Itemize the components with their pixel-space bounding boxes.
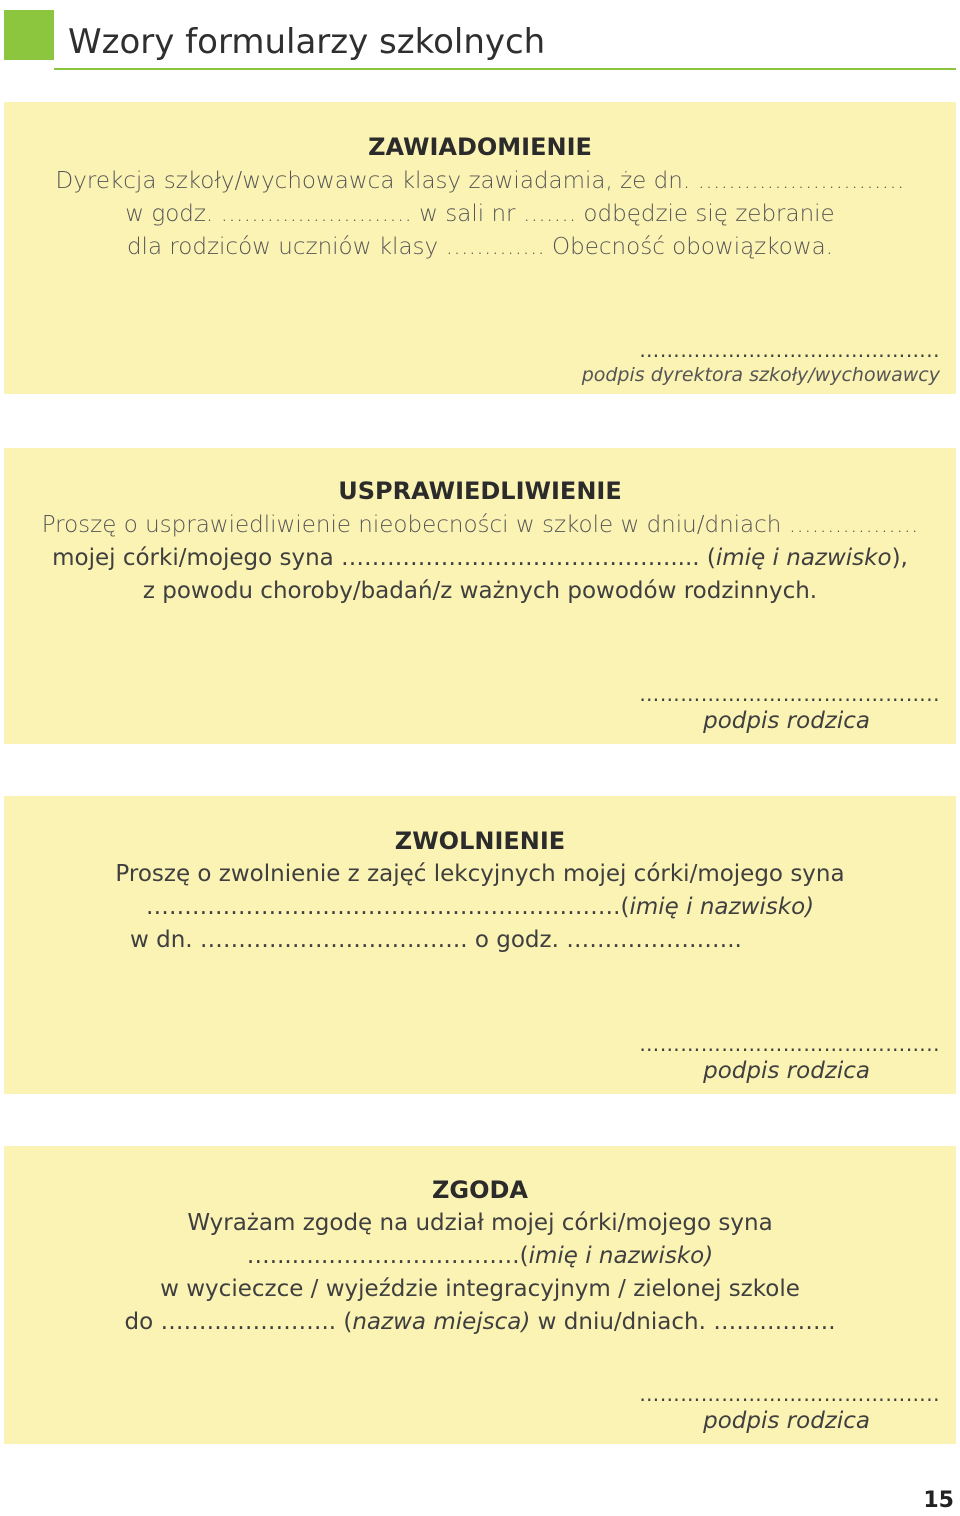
zgoda-line-4 (4, 1307, 956, 1337)
usprawiedliwienie-line-3: z powodu choroby/badań/z ważnych powodów rodzinnych. (142, 578, 818, 604)
zgoda-signature-label: podpis rodzica (703, 1408, 870, 1434)
zwolnienie-line-2-pre: …………………….……………………………….( (145, 894, 630, 920)
page-number: 15 (923, 1488, 954, 1513)
form-zgoda (4, 1146, 956, 1444)
zgoda-line-1: Wyrażam zgodę na udział mojej córki/mojego syna (187, 1210, 773, 1236)
zgoda-line-4-pre: do ………………….. ( (124, 1309, 353, 1335)
usprawiedliwienie-signature-label: podpis rodzica (703, 708, 870, 734)
usprawiedliwienie-line-2-italic: imię i nazwisko (715, 545, 892, 571)
header-accent-square (4, 10, 54, 60)
zgoda-line-2-italic: imię i nazwisko) (528, 1243, 714, 1269)
zawiadomienie-signature-label: podpis dyrektora szkoły/wychowawcy (581, 364, 940, 386)
zwolnienie-heading: ZWOLNIENIE (394, 827, 566, 855)
zgoda-line-3: w wycieczce / wyjeździe integracyjnym / zielonej szkole (160, 1276, 800, 1302)
zwolnienie-signature-label: podpis rodzica (703, 1058, 870, 1084)
zwolnienie-line-3: w dn. …………………………….. o godz. ………………….. (130, 927, 742, 953)
form-zwolnienie (4, 796, 956, 1094)
zawiadomienie-line-1: Dyrekcja szkoły/wychowawca klasy zawiadamia, że dn. ……………………… (55, 168, 905, 194)
zgoda-line-2-pre: …........…………………….( (246, 1243, 529, 1269)
zwolnienie-signature-line: …………………………………….. (639, 1032, 940, 1056)
usprawiedliwienie-line-2 (4, 543, 956, 573)
form-usprawiedliwienie (4, 448, 956, 744)
usprawiedliwienie-line-1 (4, 510, 956, 540)
zawiadomienie-line-2: w godz. ……………………. w sali nr ……. odbędzie się zebranie (125, 201, 835, 227)
zgoda-line-4-italic: nazwa miejsca) (352, 1309, 531, 1335)
form-zawiadomienie (4, 102, 956, 394)
page-header (0, 0, 960, 72)
zawiadomienie-signature-line: …………………………………….. (639, 338, 940, 362)
usprawiedliwienie-heading: USPRAWIEDLIWIENIE (338, 477, 622, 505)
zwolnienie-line-2-italic: imię i nazwisko) (629, 894, 815, 920)
usprawiedliwienie-line-2-post: ), (891, 545, 908, 571)
zgoda-line-2 (4, 1241, 956, 1271)
page-title: Wzory formularzy szkolnych (68, 22, 546, 62)
zgoda-signature-line: …………………………………….. (639, 1382, 940, 1406)
zwolnienie-line-1: Proszę o zwolnienie z zajęć lekcyjnych mojej córki/mojego syna (115, 861, 845, 887)
usprawiedliwienie-line-2-pre: mojej córki/mojego syna ……………………………………..... ( (52, 545, 716, 571)
zgoda-line-4-post: w dniu/dniach. ……………. (530, 1309, 836, 1335)
usprawiedliwienie-signature-line: …………………………………….. (639, 682, 940, 706)
zawiadomienie-line-3: dla rodziców uczniów klasy …………. Obecność obowiązkowa. (126, 234, 834, 260)
zawiadomienie-heading: ZAWIADOMIENIE (368, 133, 592, 161)
title-bar (54, 10, 956, 70)
zgoda-heading: ZGODA (432, 1176, 528, 1204)
zwolnienie-line-2 (4, 892, 956, 922)
usprawiedliwienie-line-1-text: Proszę o usprawiedliwienie nieobecności w szkole w dniu/dniach …………….. (41, 512, 919, 538)
